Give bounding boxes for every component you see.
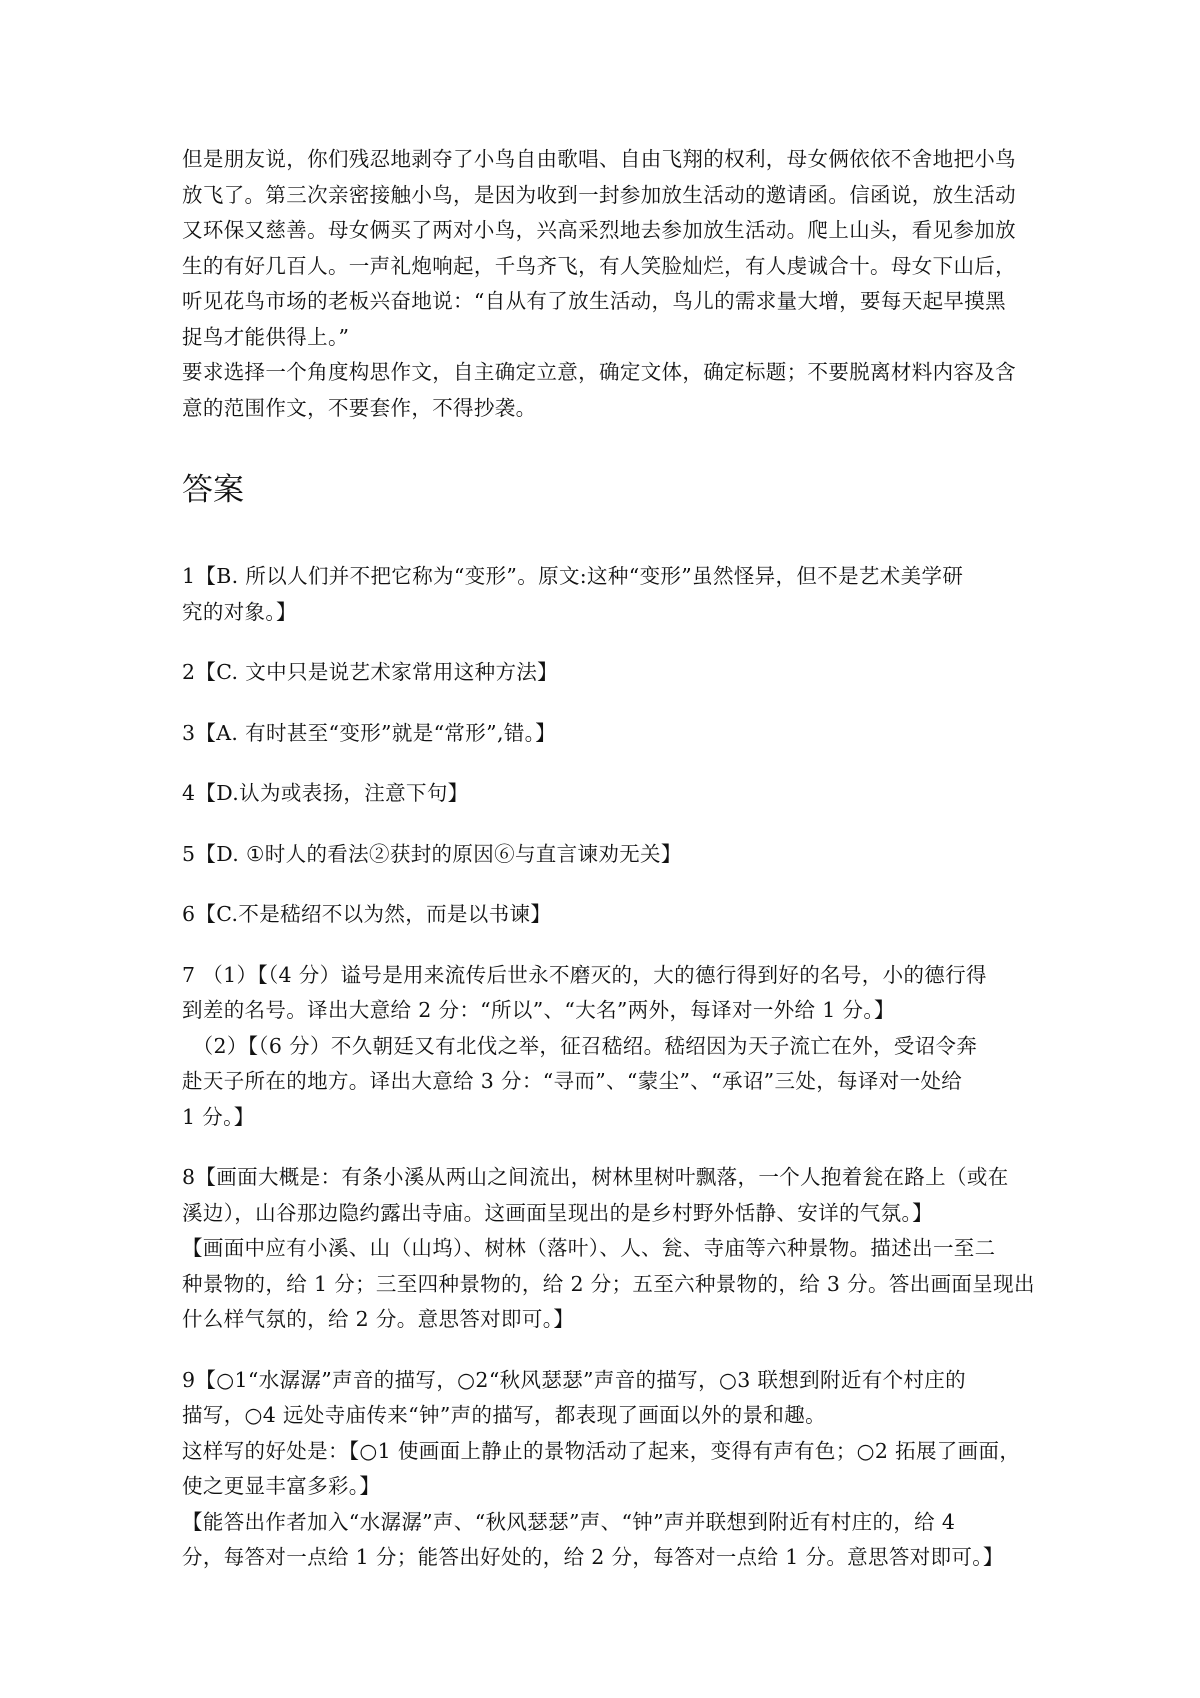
- text-line: 这样写的好处是：【○1 使画面上静止的景物活动了起来，变得有声有色；○2 拓展了画面，: [182, 1438, 1021, 1463]
- text-line: 溪边），山谷那边隐约露出寺庙。这画面呈现出的是乡村野外恬静、安详的气氛。】: [182, 1200, 933, 1225]
- document-content: [182, 142, 1035, 1601]
- text-line: 8【画面大概是：有条小溪从两山之间流出，树林里树叶飘落，一个人抱着瓮在路上（或在: [182, 1165, 1009, 1189]
- text-line: 使之更显丰富多彩。】: [182, 1474, 381, 1498]
- text-line: 捉鸟才能供得上。”: [182, 324, 350, 349]
- text-line: 【能答出作者加入“水潺潺”声、“秋风瑟瑟”声、“钟”声并联想到附近有村庄的，给 4: [182, 1509, 956, 1534]
- answer-item-9: [182, 1363, 1030, 1576]
- text-line: 分，每答对一点给 1 分；能答出好处的，给 2 分，每答对一点给 1 分。意思答对即可。】: [182, 1545, 1004, 1569]
- text-line: 7 （1）【（4 分）谥号是用来流传后世永不磨灭的，大的德行得到好的名号，小的德行得: [182, 962, 987, 987]
- text-line: 描写，○4 远处寺庙传来“钟”声的描写，都表现了画面以外的景和趣。: [182, 1403, 826, 1427]
- text-line: 9【○1“水潺潺”声音的描写，○2“秋风瑟瑟”声音的描写，○3 联想到附近有个村庄的: [182, 1367, 966, 1392]
- text-line: 听见花鸟市场的老板兴奋地说：“自从有了放生活动，鸟儿的需求量大增，要每天起早摸黑: [182, 289, 1006, 313]
- text-line: 又环保又慈善。母女俩买了两对小鸟，兴高采烈地去参加放生活动。爬上山头，看见参加放: [182, 218, 1016, 242]
- text-line: 4【D.认为或表扬，注意下句】: [182, 781, 469, 805]
- text-line: 意的范围作文，不要套作，不得抄袭。: [182, 395, 537, 420]
- answer-item-2: [182, 655, 1030, 691]
- answers-heading: 答案: [182, 472, 244, 508]
- answer-item-7: [182, 958, 1030, 1136]
- answer-item-3: [182, 716, 1030, 752]
- text-line: 赴天子所在的地方。译出大意给 3 分：“寻而”、“蒙尘”、“承诏”三处，每译对一处给: [182, 1069, 963, 1093]
- text-line: 究的对象。】: [182, 599, 297, 624]
- text-line: （2）【（6 分）不久朝廷又有北伐之举，征召嵇绍。嵇绍因为天子流亡在外，受诏令奔: [182, 1033, 978, 1058]
- text-line: 但是朋友说，你们残忍地剥夺了小鸟自由歌唱、自由飞翔的权利，母女俩依依不舍地把小鸟: [182, 147, 1016, 171]
- text-line: 什么样气氛的，给 2 分。意思答对即可。】: [182, 1307, 575, 1331]
- text-line: 要求选择一个角度构思作文，自主确定立意，确定文体，确定标题；不要脱离材料内容及含: [182, 360, 1016, 384]
- text-line: 5【D. ①时人的看法②获封的原因⑥与直言谏劝无关】: [182, 841, 682, 866]
- text-line: 2【C. 文中只是说艺术家常用这种方法】: [182, 660, 559, 684]
- text-line: 【画面中应有小溪、山（山坞）、树林（落叶）、人、瓮、寺庙等六种景物。描述出一至二: [182, 1236, 996, 1260]
- essay-prompt-paragraph: [182, 142, 1030, 426]
- answer-item-6: [182, 897, 1030, 933]
- text-line: 放飞了。第三次亲密接触小鸟，是因为收到一封参加放生活动的邀请函。信函说，放生活动: [182, 182, 1016, 207]
- answer-item-1: [182, 559, 1030, 630]
- text-line: 种景物的，给 1 分；三至四种景物的，给 2 分；五至六种景物的，给 3 分。答出画面呈现出: [182, 1271, 1035, 1296]
- text-line: 生的有好几百人。一声礼炮响起，千鸟齐飞，有人笑脸灿烂，有人虔诚合十。母女下山后，: [182, 253, 1016, 278]
- answer-item-5: [182, 837, 1030, 873]
- answer-item-4: [182, 776, 1030, 812]
- text-line: 6【C.不是嵇绍不以为然，而是以书谏】: [182, 902, 552, 926]
- text-line: 到差的名号。译出大意给 2 分：“所以”、“大名”两外，每译对一外给 1 分。】: [182, 998, 895, 1022]
- text-line: 1【B. 所以人们并不把它称为“变形”。原文:这种“变形”虽然怪异，但不是艺术美学研: [182, 564, 964, 588]
- text-line: 1 分。】: [182, 1104, 255, 1129]
- answer-item-8: [182, 1160, 1035, 1338]
- text-line: 3【A. 有时甚至“变形”就是“常形”,错。】: [182, 720, 557, 745]
